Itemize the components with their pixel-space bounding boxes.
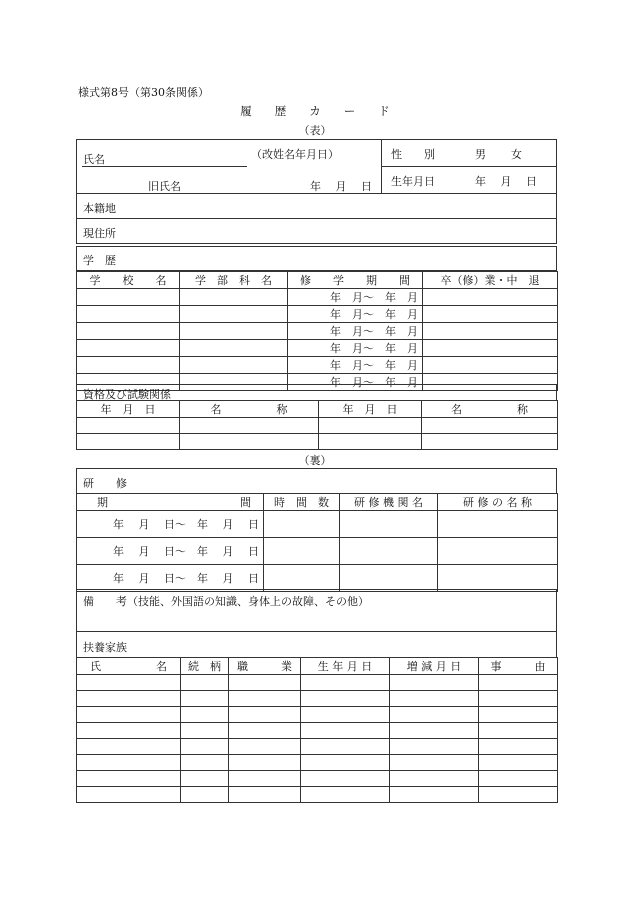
family-row bbox=[77, 771, 558, 787]
training-header-course: 研 修 の 名 称 bbox=[438, 494, 558, 511]
family-label: 扶養家族 bbox=[83, 641, 127, 654]
qualification-header-row bbox=[77, 401, 558, 418]
back-label: （裏） bbox=[298, 454, 332, 467]
family-header-row bbox=[77, 658, 558, 675]
edu-period: 年 月～ 年 月 bbox=[288, 340, 423, 357]
edu-header-faculty: 学 部 科 名 bbox=[180, 272, 288, 289]
education-header-row bbox=[77, 272, 558, 289]
training-period: 年 月 日～ 年 月 日 bbox=[77, 565, 264, 592]
remarks-box bbox=[76, 589, 557, 632]
form-number: 様式第8号（第30条関係） bbox=[78, 86, 209, 99]
training-header-period-start: 期 bbox=[97, 496, 108, 509]
qualification-row bbox=[77, 434, 558, 450]
training-header-period bbox=[77, 494, 264, 511]
qual-header-name: 名 称 bbox=[180, 401, 319, 418]
training-row bbox=[77, 511, 558, 538]
education-label: 学 歴 bbox=[83, 254, 116, 267]
training-section bbox=[76, 468, 557, 494]
front-label: （表） bbox=[298, 124, 332, 137]
birth-ymd: 年 月 日 bbox=[475, 175, 537, 188]
edu-header-graduation: 卒（修）業・中 退 bbox=[423, 272, 558, 289]
family-row bbox=[77, 675, 558, 691]
qual-header-date: 年 月 日 bbox=[77, 401, 180, 418]
domicile-row bbox=[76, 193, 557, 219]
family-row bbox=[77, 707, 558, 723]
domicile-label: 本籍地 bbox=[83, 202, 116, 215]
family-header-occupation: 職 業 bbox=[229, 658, 301, 675]
edu-period: 年 月～ 年 月 bbox=[288, 357, 423, 374]
edu-period: 年 月～ 年 月 bbox=[288, 289, 423, 306]
family-row bbox=[77, 691, 558, 707]
qual-header-name2: 名 称 bbox=[422, 401, 558, 418]
family-header-relation: 続 柄 bbox=[181, 658, 229, 675]
training-header-hours: 時 間 数 bbox=[264, 494, 340, 511]
qualification-section bbox=[76, 384, 557, 401]
page-title: 履 歴 カ ー ド bbox=[240, 104, 390, 118]
rename-ymd: 年 月 日 bbox=[310, 180, 372, 193]
training-row bbox=[77, 565, 558, 592]
education-row bbox=[77, 289, 558, 306]
family-header-birth: 生 年 月 日 bbox=[301, 658, 390, 675]
education-row bbox=[77, 357, 558, 374]
edu-header-period: 修 学 期 間 bbox=[288, 272, 423, 289]
family-header-reason: 事 由 bbox=[479, 658, 558, 675]
remarks-label: 備 考（技能、外国語の知識、身体上の故障、その他） bbox=[83, 595, 369, 608]
family-row bbox=[77, 739, 558, 755]
edu-period: 年 月～ 年 月 bbox=[288, 306, 423, 323]
education-row bbox=[77, 323, 558, 340]
education-section bbox=[76, 246, 557, 271]
training-period: 年 月 日～ 年 月 日 bbox=[77, 511, 264, 538]
qual-header-date2: 年 月 日 bbox=[319, 401, 422, 418]
education-row bbox=[77, 306, 558, 323]
address-row bbox=[76, 218, 557, 244]
family-section bbox=[76, 631, 557, 658]
training-header-institution: 研 修 機 関 名 bbox=[340, 494, 438, 511]
edu-period: 年 月～ 年 月 bbox=[288, 374, 423, 391]
gender-label: 性 別 bbox=[391, 148, 435, 161]
education-table bbox=[76, 271, 558, 391]
address-label: 現住所 bbox=[83, 227, 116, 240]
gender-male: 男 bbox=[475, 148, 486, 161]
edu-period: 年 月～ 年 月 bbox=[288, 323, 423, 340]
training-row bbox=[77, 538, 558, 565]
family-row bbox=[77, 723, 558, 739]
personal-info-box bbox=[76, 139, 557, 194]
edu-header-school: 学 校 名 bbox=[77, 272, 180, 289]
family-table bbox=[76, 657, 558, 803]
training-period: 年 月 日～ 年 月 日 bbox=[77, 538, 264, 565]
education-row bbox=[77, 340, 558, 357]
name-label: 氏名 bbox=[83, 153, 105, 166]
rename-date-label: （改姓名年月日） bbox=[251, 148, 339, 161]
training-label: 研 修 bbox=[83, 477, 127, 490]
qualification-row bbox=[77, 418, 558, 434]
training-header-period-end: 間 bbox=[240, 496, 251, 509]
family-header-change-date: 増 減 月 日 bbox=[390, 658, 479, 675]
training-header-row bbox=[77, 494, 558, 511]
qualification-table bbox=[76, 400, 558, 450]
family-row bbox=[77, 755, 558, 771]
training-table bbox=[76, 493, 558, 592]
family-header-name: 氏 名 bbox=[77, 658, 181, 675]
old-name-label: 旧氏名 bbox=[148, 180, 181, 193]
family-row bbox=[77, 787, 558, 803]
birth-label: 生年月日 bbox=[391, 175, 435, 188]
qualification-label: 資格及び試験関係 bbox=[83, 388, 171, 401]
gender-female: 女 bbox=[511, 148, 522, 161]
